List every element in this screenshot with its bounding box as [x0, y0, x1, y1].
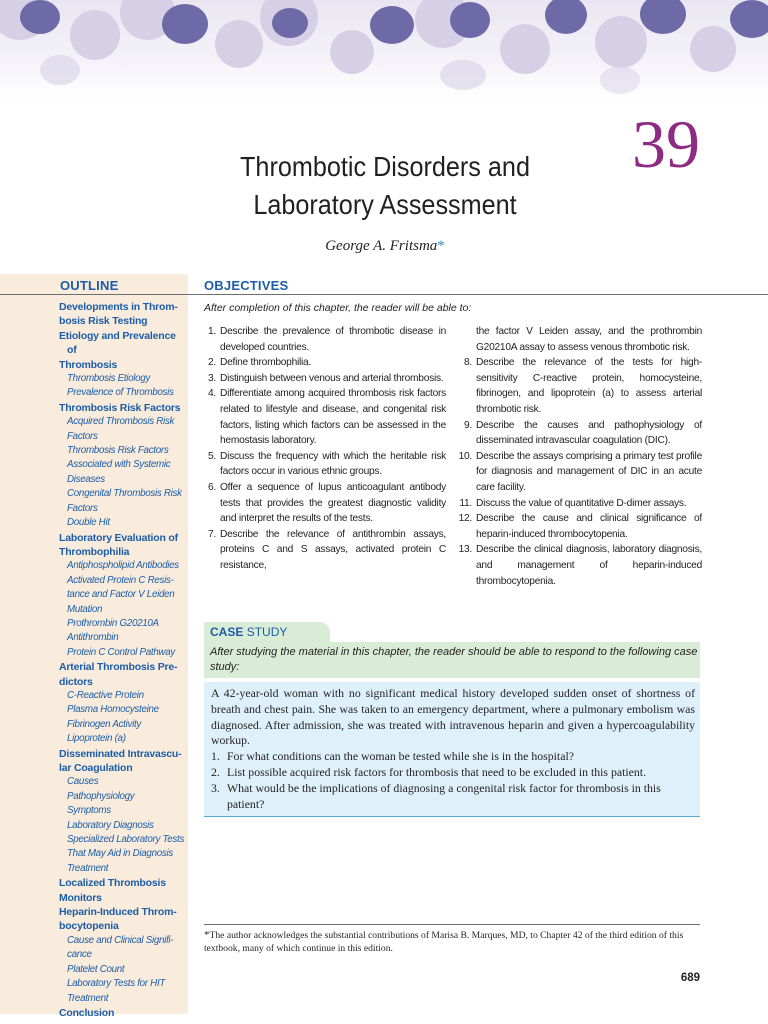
outline-item: Etiology and Prevalence of — [59, 329, 176, 357]
outline-item: Developments in Throm- — [59, 301, 178, 313]
outline-item: Prothrombin G20210A — [67, 617, 159, 629]
objective-number: 7. — [208, 528, 216, 540]
outline-item: Thrombosis Risk Factors — [67, 445, 169, 457]
case-study-body — [211, 686, 695, 812]
case-study-paragraph: A 42-year-old woman with no significant medical history developed sudden onset of shortness of breath and chest pain. She was taken to an emergency department, where a pulmonary embolism was diagnosed. After admission, she was treated with intravenous heparin and given a hypercoagulability workup. — [211, 686, 695, 748]
outline-item: Prevalence of Thrombosis — [67, 387, 174, 399]
outline-item: Double Hit — [67, 517, 110, 529]
objective-item — [456, 449, 702, 496]
outline-item: Plasma Homocysteine — [67, 704, 159, 716]
outline-item: lar Coagulation — [59, 762, 133, 774]
objectives-heading: OBJECTIVES — [204, 278, 289, 293]
objective-number: 2. — [208, 357, 216, 369]
outline-item: Localized Thrombosis — [59, 877, 166, 890]
footnote-rule — [204, 924, 700, 925]
outline-item: Treatment — [67, 862, 109, 874]
outline-item: Associated with Systemic — [67, 459, 171, 471]
outline-item: Thrombosis — [59, 358, 118, 371]
outline-item: Factors — [67, 430, 98, 442]
outline-item: That May Aid in Diagnosis — [67, 848, 173, 860]
case-question-text: What would be the implications of diagnosing a congenital risk factor for thrombosis in this patient? — [227, 780, 661, 811]
outline-item: Diseases — [67, 473, 105, 485]
objective-number: 12. — [458, 513, 472, 525]
objective-text: Describe the relevance of antithrombin assays, proteins C and S assays, activated protein C resistance, — [220, 528, 446, 571]
chapter-title-line2: Laboratory Assessment — [253, 189, 517, 220]
outline-item: Lipoprotein (a) — [67, 733, 126, 745]
outline-item: Disseminated Intravascu- — [59, 747, 182, 760]
objective-text: Describe the cause and clinical significance of heparin-induced thrombocytopenia. — [476, 513, 702, 540]
objective-number: 3. — [208, 372, 216, 384]
objective-item — [200, 371, 446, 387]
outline-item: bosis Risk Testing — [59, 315, 148, 328]
objective-text: Discuss the frequency with which the heritable risk factors occur in various ethnic groups. — [220, 450, 446, 478]
objective-text: Differentiate among acquired thrombosis risk factors related to lifestyle and disease, and congenital risk factors, listing which factors can be assessed in the hemostasis laboratory. — [220, 388, 446, 447]
case-study-tab-rest: STUDY — [246, 625, 288, 639]
outline-item: Thrombophilia — [59, 545, 130, 558]
objective-item — [456, 511, 702, 542]
outline-list — [59, 300, 185, 1020]
case-question-number: 2. — [211, 764, 220, 779]
case-question — [211, 781, 695, 813]
objective-item — [456, 324, 702, 355]
outline-item: Acquired Thrombosis Risk — [67, 416, 175, 428]
objective-number: 5. — [208, 450, 216, 462]
case-question-number: 3. — [211, 780, 220, 795]
footnote-mark: * — [204, 929, 210, 941]
objectives-intro: After completion of this chapter, the reader will be able to: — [204, 302, 472, 314]
objective-item — [456, 542, 702, 589]
objective-item — [200, 480, 446, 527]
outline-item: Factors — [67, 502, 98, 514]
outline-item: cance — [67, 949, 92, 961]
footnote-text: The author acknowledges the substantial contributions of Marisa B. Marques, MD, to Chapter 42 of the third edition of this textbook, many of which continue in this edition. — [204, 930, 684, 954]
objectives-right-column — [456, 324, 702, 589]
objective-text: the factor V Leiden assay, and the prothrombin G20210A assay to assess venous thrombotic risk. — [476, 326, 702, 353]
objective-text: Describe the causes and pathophysiology of disseminated intravascular coagulation (DIC). — [476, 419, 702, 447]
outline-item: Heparin-Induced Throm- — [59, 906, 177, 919]
chapter-number: 39 — [632, 106, 700, 182]
case-question — [211, 749, 695, 765]
chapter-title-line1: Thrombotic Disorders and — [240, 151, 530, 182]
outline-item: Congenital Thrombosis Risk — [67, 488, 182, 500]
outline-item: Platelet Count — [67, 963, 125, 975]
outline-item: Symptoms — [67, 805, 111, 817]
objective-text: Distinguish between venous and arterial thrombosis. — [220, 372, 444, 384]
outline-item: bocytopenia — [59, 920, 119, 933]
objective-number: 8. — [464, 357, 472, 369]
outline-item: Conclusion — [59, 1006, 115, 1019]
case-question-number: 1. — [211, 749, 220, 764]
page-number: 689 — [680, 972, 700, 984]
outline-item: Activated Protein C Resis- — [67, 574, 174, 586]
author-line — [190, 238, 580, 255]
outline-item: tance and Factor V Leiden — [67, 589, 175, 601]
outline-item: Laboratory Evaluation of — [59, 531, 178, 544]
outline-item: Antithrombin — [67, 632, 119, 644]
objective-item — [456, 496, 702, 512]
case-study-tab-bold: CASE — [210, 625, 244, 639]
heading-rule — [0, 294, 768, 295]
outline-item: Fibrinogen Activity — [67, 718, 141, 730]
objective-text: Describe the relevance of the tests for high-sensitivity C-reactive protein, homocysteine, fibrinogen, and lipoprotein (a) to assess arterial thrombotic risk. — [476, 357, 702, 415]
case-question-text: List possible acquired risk factors for thrombosis that need to be excluded in this patient. — [227, 764, 647, 779]
objective-text: Define thrombophilia. — [220, 357, 312, 369]
outline-item: Specialized Laboratory Tests — [67, 834, 185, 846]
outline-heading: OUTLINE — [60, 278, 119, 293]
outline-item: Causes — [67, 776, 99, 788]
objective-text: Describe the assays comprising a primary test profile for diagnosis and management of DIC in an acute care facility. — [476, 450, 702, 493]
author-name: George A. Fritsma — [325, 238, 438, 254]
objective-number: 6. — [208, 481, 216, 493]
objective-item — [200, 527, 446, 574]
objective-item — [200, 355, 446, 371]
outline-item: Protein C Control Pathway — [67, 646, 175, 658]
objective-item — [456, 355, 702, 417]
outline-item: Laboratory Diagnosis — [67, 819, 154, 831]
objective-item — [200, 449, 446, 480]
outline-item: Pathophysiology — [67, 790, 135, 802]
objective-item — [456, 418, 702, 449]
objective-number: 11. — [459, 497, 472, 509]
header-banner-image — [0, 0, 768, 100]
author-footnote-mark: * — [437, 238, 445, 254]
outline-item: dictors — [59, 675, 93, 688]
outline-item: Thrombosis Risk Factors — [59, 401, 181, 414]
objective-number: 10. — [458, 450, 472, 462]
objective-item — [200, 386, 446, 448]
objectives-left-column — [200, 324, 446, 574]
outline-item: Treatment — [67, 992, 109, 1004]
objective-number: 1. — [208, 326, 216, 337]
case-study-questions — [211, 749, 695, 812]
outline-item: Arterial Thrombosis Pre- — [59, 661, 178, 674]
objective-number: 9. — [464, 419, 472, 431]
objective-item — [200, 324, 446, 355]
objective-number: 13. — [458, 544, 472, 556]
objective-text: Offer a sequence of lupus anticoagulant antibody tests that provides the greatest diagnostic validity and interpret the results of the tests. — [220, 481, 446, 525]
objective-text: Discuss the value of quantitative D-dimer assays. — [476, 497, 687, 509]
outline-item: Mutation — [67, 603, 103, 615]
outline-item: Antiphospholipid Antibodies — [67, 560, 179, 572]
case-question — [211, 765, 695, 781]
outline-item: Thrombosis Etiology — [67, 373, 151, 385]
case-question-text: For what conditions can the woman be tested while she is in the hospital? — [227, 749, 574, 764]
outline-item: Monitors — [59, 891, 102, 904]
objective-number: 4. — [208, 388, 216, 400]
case-study-tab — [204, 622, 330, 642]
footnote — [204, 929, 700, 955]
objective-text: Describe the clinical diagnosis, laboratory diagnosis, and management of heparin-induced thrombocytopenia. — [476, 544, 702, 587]
chapter-title — [210, 148, 561, 224]
outline-item: Cause and Clinical Signifi- — [67, 934, 174, 946]
case-study-intro: After studying the material in this chapter, the reader should be able to respond to the following case study: — [210, 646, 698, 673]
outline-item: C-Reactive Protein — [67, 689, 144, 701]
objective-text: Describe the prevalence of thrombotic disease in developed countries. — [220, 326, 446, 353]
outline-item: Laboratory Tests for HIT — [67, 978, 166, 990]
